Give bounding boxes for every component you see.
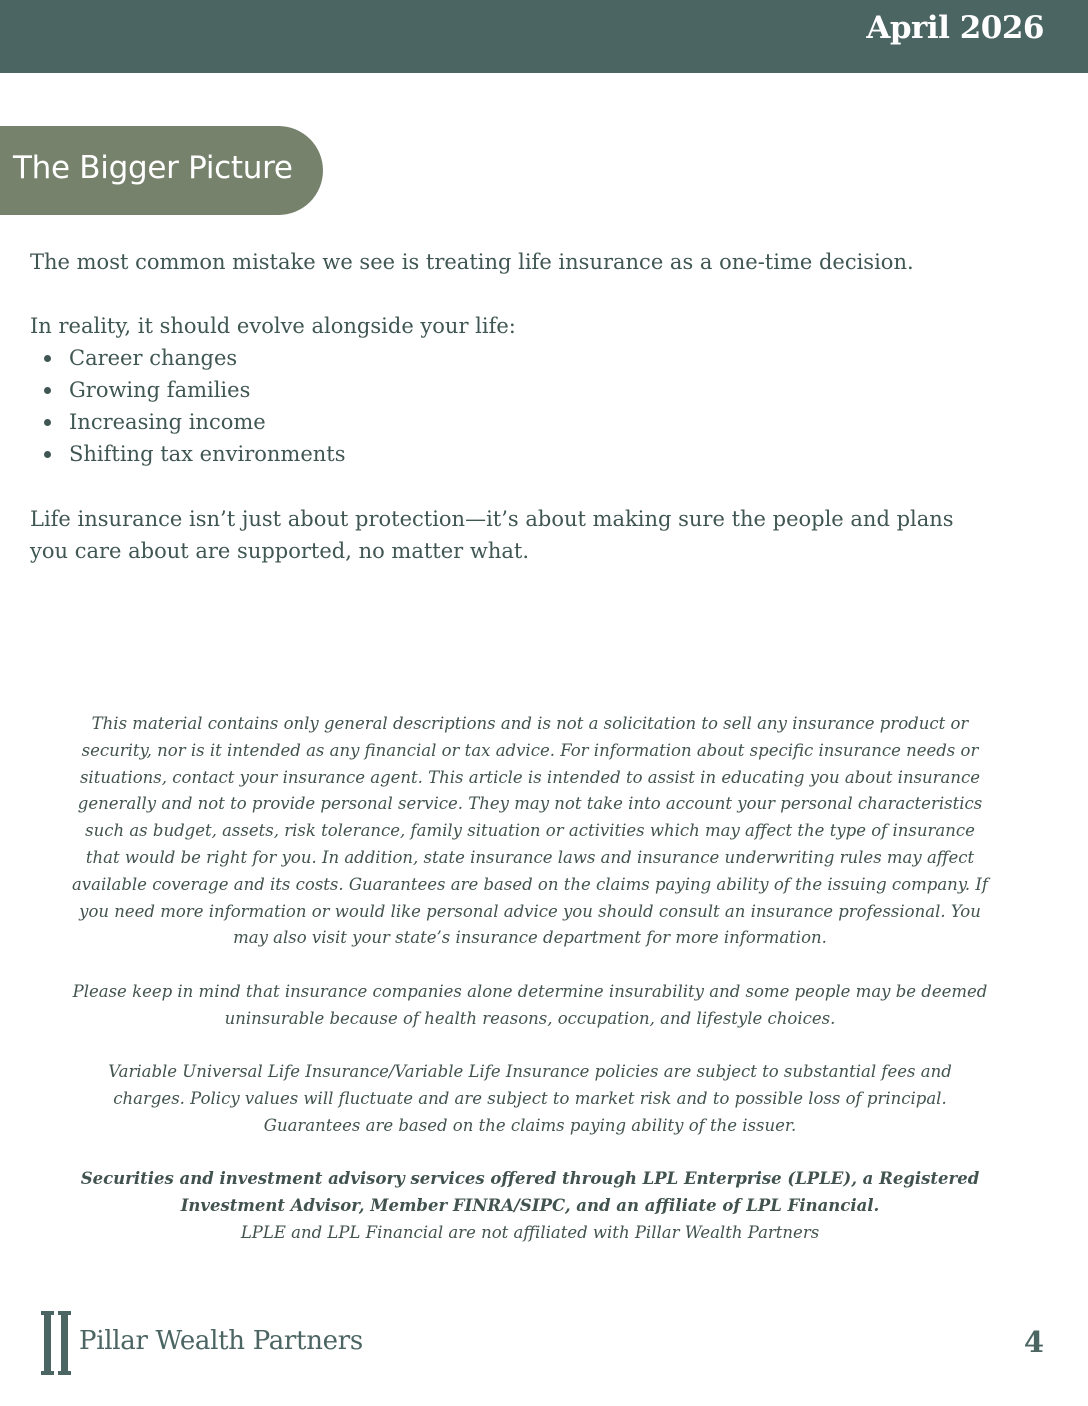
bullet-icon	[44, 419, 51, 426]
affiliation-disclosure: LPLE and LPL Financial are not affiliated with Pillar Wealth Partners	[240, 1223, 820, 1242]
section-title: The Bigger Picture	[13, 150, 293, 186]
list-item	[44, 342, 346, 374]
page-number: 4	[1023, 1325, 1044, 1359]
general-disclaimer: This material contains only general descriptions and is not a solicitation to sell any insurance product or security, nor is it intended as any financial or tax advice. For information about specific insurance needs or situations, contact your insurance agent. This article is intended to assist in educating you about insurance generally and not to provide personal service. They may not take into account your personal characteristics such as budget, assets, risk tolerance, family situation or activities which may affect the type of insurance that would be right for you. In addition, state insurance laws and insurance underwriting rules may affect available coverage and its costs. Guarantees are based on the claims paying ability of the issuing company. If you need more information or would like personal advice you should consult an insurance professional. You may also visit your state’s insurance department for more information.	[71, 714, 989, 948]
issue-date: April 2026	[866, 10, 1044, 46]
bullet-icon	[44, 355, 51, 362]
closing-paragraph: Life insurance isn’t just about protection—it’s about making sure the people and plans you care about are supported, no matter what.	[30, 507, 954, 563]
brand-name: Pillar Wealth Partners	[79, 1326, 363, 1356]
list-item	[44, 374, 346, 406]
list-item-label: Growing families	[69, 378, 251, 402]
pillar-icon	[40, 1311, 72, 1375]
list-item	[44, 438, 346, 470]
list-item-label: Shifting tax environments	[69, 442, 346, 466]
list-item-label: Career changes	[69, 346, 238, 370]
list-item	[44, 406, 346, 438]
variable-life-disclaimer: Variable Universal Life Insurance/Variable Life Insurance policies are subject to substantial fees and charges. Policy values will fluctuate and are subject to market risk and to possible loss of principal. Guarantees are based on the claims paying ability of the issuer.	[108, 1062, 952, 1135]
insurability-disclaimer: Please keep in mind that insurance companies alone determine insurability and some people may be deemed uninsurable because of health reasons, occupation, and lifestyle choices.	[72, 982, 988, 1028]
life-changes-list	[44, 342, 346, 470]
securities-disclosure: Securities and investment advisory services offered through LPL Enterprise (LPLE), a Registered Investment Advisor, Member FINRA/SIPC, and an affiliate of LPL Financial.	[80, 1169, 980, 1215]
evolve-paragraph: In reality, it should evolve alongside your life:	[30, 314, 516, 338]
intro-paragraph: The most common mistake we see is treating life insurance as a one-time decision.	[30, 250, 914, 274]
bullet-icon	[44, 387, 51, 394]
bullet-icon	[44, 451, 51, 458]
list-item-label: Increasing income	[69, 410, 266, 434]
